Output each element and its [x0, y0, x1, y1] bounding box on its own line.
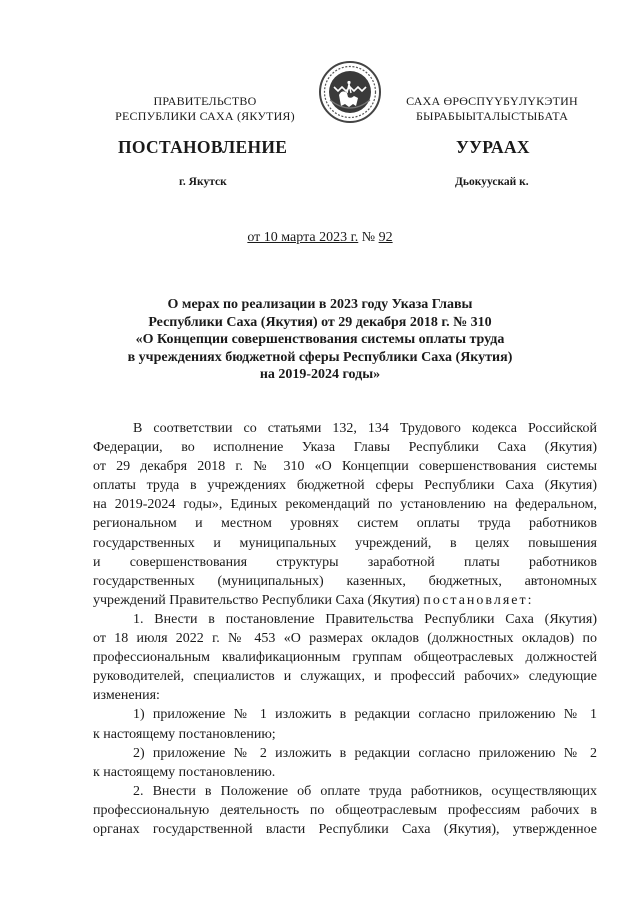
header-left-line2: РЕСПУБЛИКИ САХА (ЯКУТИЯ): [115, 108, 295, 123]
body-line: государственных и муниципальных учреждений, в целях повышения: [93, 535, 597, 551]
body-line: от 29 декабря 2018 г. № 310 «О Концепции совершенствования системы: [93, 459, 597, 475]
body-line: профессиональным квалификационным группам общеотраслевых должностей: [93, 650, 597, 666]
body-line: и совершенствования структуры заработной платы работников: [93, 554, 597, 570]
body-line: региональном и местном уровнях систем оплаты труда работников: [93, 516, 597, 532]
title-line: «О Концепции совершенствования системы оплаты труда: [135, 332, 505, 347]
title-line: О мерах по реализации в 2023 году Указа Главы: [167, 297, 473, 312]
number-sign: №: [361, 230, 376, 245]
body-line: от 18 июля 2022 г. № 453 «О размерах окладов (должностных окладов) по: [93, 631, 597, 647]
body-line: государственных (муниципальных) казенных, бюджетных, автономных: [93, 573, 597, 589]
body-line: оплаты труда в учреждениях бюджетной сферы Республики Саха (Якутия): [93, 478, 597, 494]
body-line: 1. Внести в постановление Правительства Республики Саха (Якутия): [133, 611, 597, 627]
document-date-number: [0, 230, 640, 246]
body-line: [93, 591, 597, 610]
body-line: В соответствии со статьями 132, 134 Трудового кодекса Российской: [133, 421, 597, 436]
header-left-line1: ПРАВИТЕЛЬСТВО: [153, 94, 257, 108]
document-date: от 10 марта 2023 г.: [247, 230, 359, 245]
body-line: 1) приложение № 1 изложить в редакции согласно приложению № 1: [133, 707, 597, 723]
city-sakha: Дьокуускай к.: [455, 176, 529, 188]
body-line: профессиональную деятельность по общеотраслевым профессиям рабочих в: [93, 802, 597, 818]
body-line: органах государственной власти Республики Саха (Якутия), утвержденное: [93, 821, 597, 837]
body-line: к настоящему постановлению;: [93, 726, 276, 742]
body-line: руководителей, специалистов и служащих, и профессий рабочих» следующие: [93, 669, 597, 685]
body-line: изменения:: [93, 688, 160, 704]
doc-type-sakha: УУРААХ: [456, 137, 530, 157]
body-line: 2) приложение № 2 изложить в редакции согласно приложению № 2: [133, 745, 597, 761]
header-right-sakha: [372, 94, 612, 123]
city-ru: г. Якутск: [179, 176, 227, 188]
body-line: Федерации, во исполнение Указа Главы Республики Саха (Якутия): [93, 440, 597, 456]
title-line: в учреждениях бюджетной сферы Республики Саха (Якутия): [127, 349, 513, 365]
header-right-line1: САХА ӨРӨСПҮҮБҮЛҮКЭТИН: [406, 94, 578, 108]
decree-verb: постановляет:: [423, 592, 534, 608]
document-body: [93, 419, 597, 839]
body-line: на 2019-2024 годы», Единых рекомендаций по установлению на федеральном,: [93, 497, 597, 513]
header-right-line2: БЫРАБЫЫТАЛЫСТЫБАТА: [415, 108, 569, 123]
doc-type-ru: ПОСТАНОВЛЕНИЕ: [118, 137, 288, 157]
title-line: на 2019-2024 годы»: [259, 367, 381, 382]
document-number: 92: [378, 230, 393, 245]
header-left-ru: [85, 94, 325, 123]
body-line: 2. Внести в Положение об оплате труда работников, осуществляющих: [133, 783, 597, 799]
body-line: к настоящему постановлению.: [93, 764, 276, 780]
body-line-text: учреждений Правительство Республики Саха (Якутия): [93, 592, 420, 608]
title-line: Республики Саха (Якутия) от 29 декабря 2018 г. № 310: [148, 314, 492, 330]
document-title: [90, 296, 550, 384]
